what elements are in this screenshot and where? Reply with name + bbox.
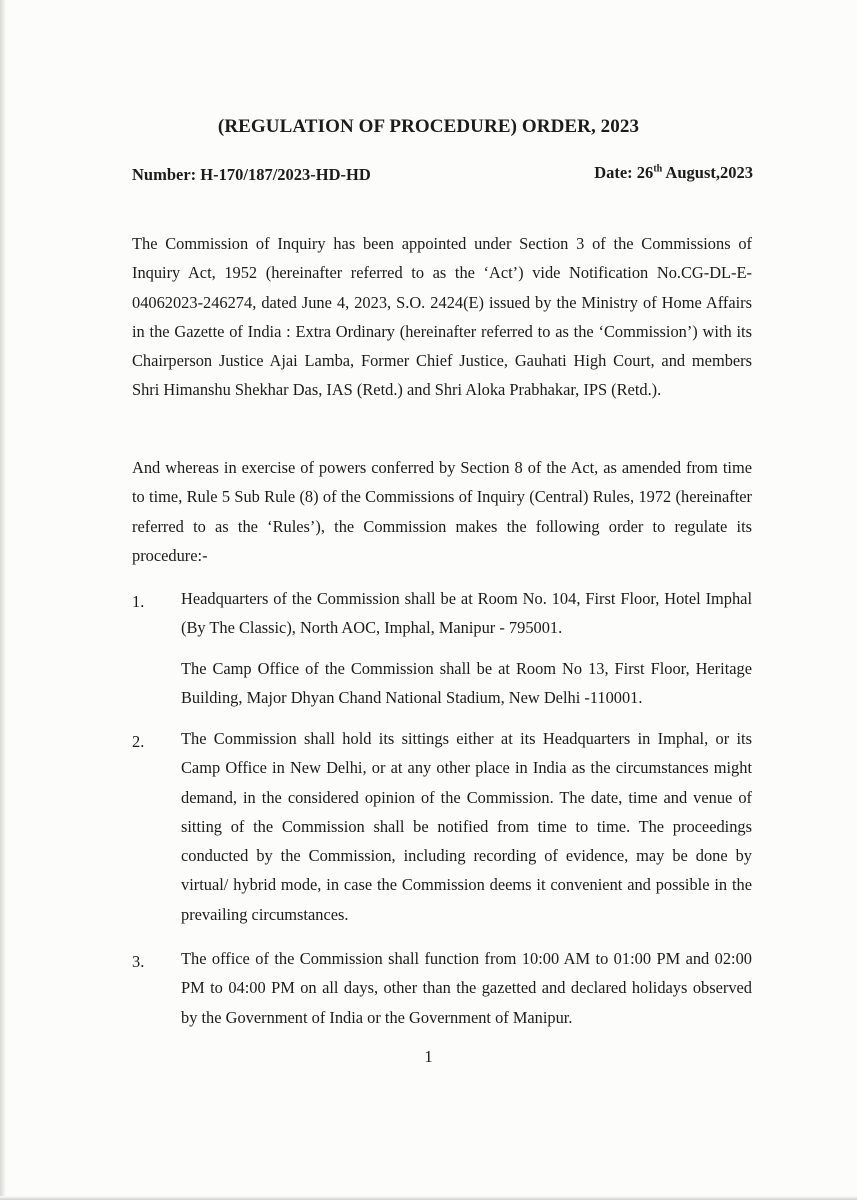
list-item-number: 1.: [132, 592, 145, 611]
page-bottom-edge: [0, 1196, 857, 1200]
list-item-text: Headquarters of the Commission shall be at Room No. 104, First Floor, Hotel Imphal (By The Classic), North AOC, Imphal, Manipur - 795001.: [181, 589, 752, 638]
whereas-paragraph: And whereas in exercise of powers conferred by Section 8 of the Act, as amended from time to time, Rule 5 Sub Rule (8) of the Commissions of Inquiry (Central) Rules, 1972 (hereinafter referred to as the ‘Rules’), the Commission makes the following order to regulate its procedure:-: [132, 458, 752, 565]
order-date: [594, 163, 753, 183]
list-item-number: 3.: [132, 952, 145, 971]
order-date-month-year: August,2023: [662, 163, 753, 182]
document-title: (REGULATION OF PROCEDURE) ORDER, 2023: [217, 116, 640, 137]
page-number: 1: [424, 1047, 433, 1066]
list-item-text: The Commission shall hold its sittings either at its Headquarters in Imphal, or its Camp Office in New Delhi, or at any other place in India as the circumstances might demand, in the considered opinion of the Commission. The date, time and venue of sitting of the Commission shall be notified from time to time. The proceedings conducted by the Commission, including recording of evidence, may be done by virtual/ hybrid mode, in case the Commission deems it convenient and possible in the prevailing circumstances.: [181, 729, 752, 924]
page-left-edge: [0, 0, 6, 1200]
order-date-prefix: Date: 26: [594, 163, 654, 182]
list-item-number: 2.: [132, 732, 145, 751]
order-date-suffix-ordinal: th: [653, 163, 663, 175]
order-number: Number: H-170/187/2023-HD-HD: [132, 165, 371, 184]
list-item-text: The office of the Commission shall function from 10:00 AM to 01:00 PM and 02:00 PM to 04:00 PM on all days, other than the gazetted and declared holidays observed by the Government of India or the Government of Manipur.: [181, 949, 752, 1027]
list-item-continuation-text: The Camp Office of the Commission shall be at Room No 13, First Floor, Heritage Building, Major Dhyan Chand National Stadium, New Delhi -110001.: [181, 659, 752, 708]
preamble-paragraph: The Commission of Inquiry has been appointed under Section 3 of the Commissions of Inquiry Act, 1952 (hereinafter referred to as the ‘Act’) vide Notification No.CG-DL-E-04062023-246274, dated June 4, 2023, S.O. 2424(E) issued by the Ministry of Home Affairs in the Gazette of India : Extra Ordinary (hereinafter referred to as the ‘Commission’) with its Chairperson Justice Ajai Lamba, Former Chief Justice, Gauhati High Court, and members Shri Himanshu Shekhar Das, IAS (Retd.) and Shri Aloka Prabhakar, IPS (Retd.).: [132, 234, 752, 400]
